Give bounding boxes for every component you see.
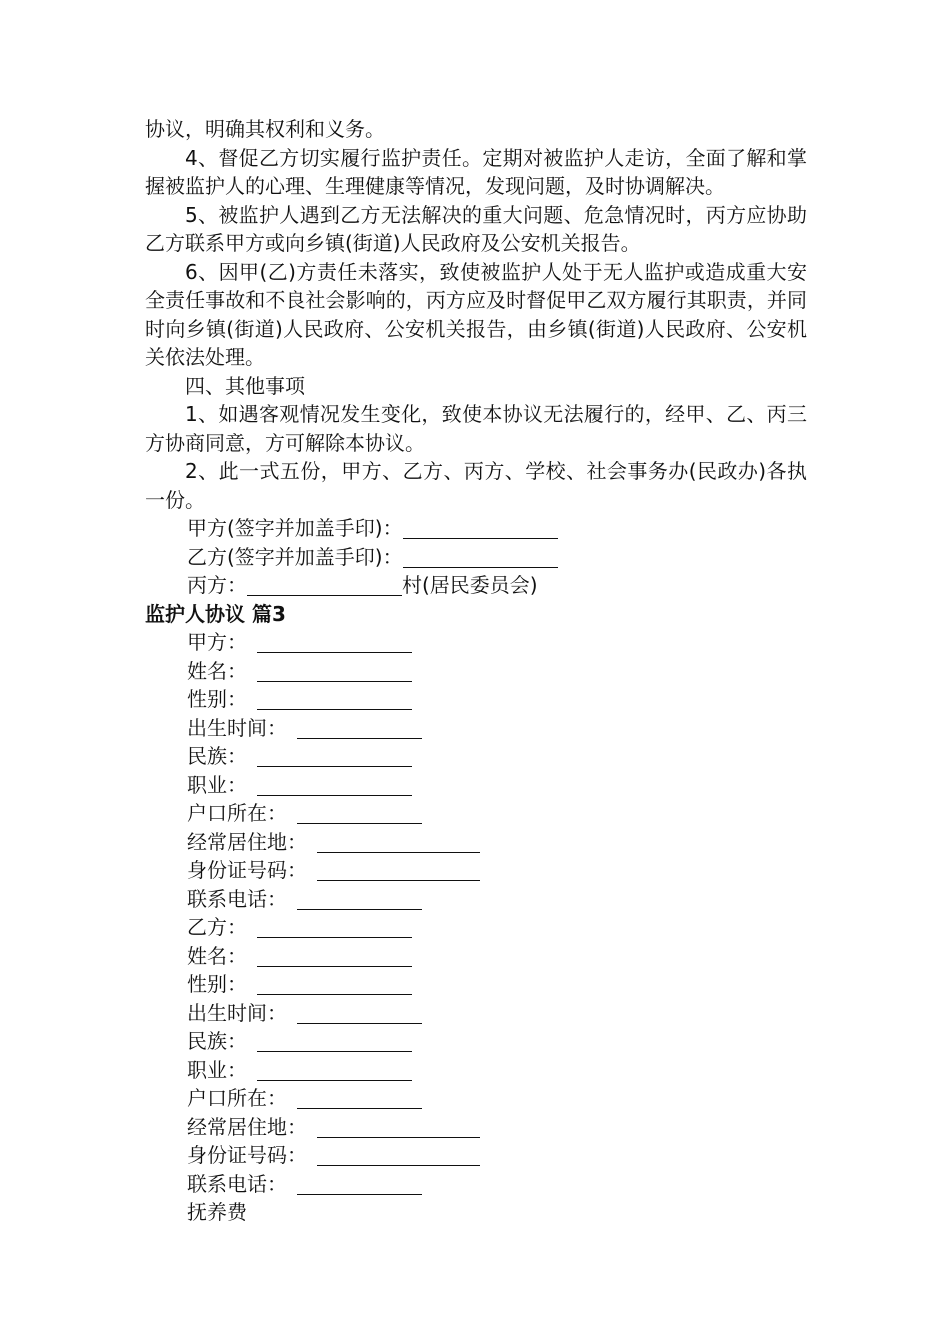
signature-party-a-blank[interactable] [403,516,558,539]
field-blank[interactable] [257,972,412,995]
field-blank[interactable] [317,830,480,853]
party-a-fields [145,628,807,913]
field-label: 乙方： [187,915,247,939]
field-row [145,1056,807,1085]
clause-5: 5、被监护人遇到乙方无法解决的重大问题、危急情况时，丙方应协助乙方联系甲方或向乡镇(街道)人民政府及公安机关报告。 [145,202,807,255]
field-row [145,714,807,743]
paragraph-continuation: 协议，明确其权利和义务。 [145,117,385,141]
field-blank[interactable] [297,1001,422,1024]
field-row [145,771,807,800]
field-blank[interactable] [257,1029,412,1052]
other-clause-2: 2、此一式五份，甲方、乙方、丙方、学校、社会事务办(民政办)各执一份。 [145,459,807,512]
field-label: 姓名： [187,943,247,968]
field-row [145,1170,807,1199]
clause-6: 6、因甲(乙)方责任未落实，致使被监护人处于无人监护或造成重大安全责任事故和不良社会影响的，丙方应及时督促甲乙双方履行其职责，并同时向乡镇(街道)人民政府、公安机关报告，由乡镇(街道)人民政府、公安机关依法处理。 [145,259,807,369]
field-blank[interactable] [317,1143,480,1166]
field-blank[interactable] [317,1115,480,1138]
document-body [145,115,807,1227]
field-label: 户口所在： [187,801,287,825]
field-label: 性别： [187,972,247,996]
field-row [145,1141,807,1170]
field-label: 职业： [187,1057,247,1082]
field-blank[interactable] [297,1172,422,1195]
field-label: 户口所在： [187,1086,287,1110]
field-row [145,999,807,1028]
field-label: 民族： [187,1029,247,1053]
field-blank[interactable] [297,1086,422,1109]
field-label: 身份证号码： [187,1143,307,1167]
field-label: 性别： [187,687,247,711]
signature-party-a-label: 甲方(签字并加盖手印)： [187,516,403,540]
field-blank[interactable] [257,659,412,682]
field-blank[interactable] [257,744,412,767]
field-blank[interactable] [257,687,412,710]
signature-party-c-label: 丙方： [187,573,247,597]
field-row [145,828,807,857]
field-row [145,1027,807,1056]
field-label: 联系电话： [187,1171,287,1196]
signature-party-b [145,543,807,572]
field-row [145,856,807,885]
field-row [145,1084,807,1113]
field-label: 出生时间： [187,715,287,740]
field-label: 联系电话： [187,886,287,911]
signature-party-c-suffix: 村(居民委员会) [402,573,538,597]
party-b-fields [145,913,807,1198]
field-label: 出生时间： [187,1000,287,1025]
signature-party-b-blank[interactable] [403,545,558,568]
other-clause-1: 1、如遇客观情况发生变化，致使本协议无法履行的，经甲、乙、丙三方协商同意，方可解除本协议。 [145,402,807,455]
field-row [145,628,807,657]
field-row [145,970,807,999]
field-blank[interactable] [257,773,412,796]
field-row [145,657,807,686]
signature-party-b-label: 乙方(签字并加盖手印)： [187,544,403,569]
field-row [145,685,807,714]
field-blank[interactable] [257,630,412,653]
field-blank[interactable] [257,915,412,938]
field-label: 姓名： [187,658,247,683]
section-heading: 监护人协议 篇3 [145,601,286,626]
field-label: 经常居住地： [187,1114,307,1139]
field-label: 甲方： [187,630,247,654]
field-row [145,742,807,771]
section-title-other-matters: 四、其他事项 [185,373,305,398]
field-blank[interactable] [257,944,412,967]
field-blank[interactable] [317,858,480,881]
field-row [145,913,807,942]
signature-party-c-blank[interactable] [247,573,402,596]
field-blank[interactable] [297,801,422,824]
field-label: 经常居住地： [187,829,307,854]
field-label: 身份证号码： [187,858,307,882]
field-row [145,1113,807,1142]
signature-party-a [145,514,807,543]
signature-party-c [145,571,807,600]
clause-4: 4、督促乙方切实履行监护责任。定期对被监护人走访，全面了解和掌握被监护人的心理、生理健康等情况，发现问题，及时协调解决。 [145,145,807,198]
field-blank[interactable] [297,716,422,739]
field-blank[interactable] [297,887,422,910]
field-row [145,942,807,971]
support-fee-line: 抚养费 [187,1200,247,1224]
field-label: 民族： [187,744,247,768]
field-row [145,799,807,828]
field-row [145,885,807,914]
field-blank[interactable] [257,1058,412,1081]
field-label: 职业： [187,772,247,797]
